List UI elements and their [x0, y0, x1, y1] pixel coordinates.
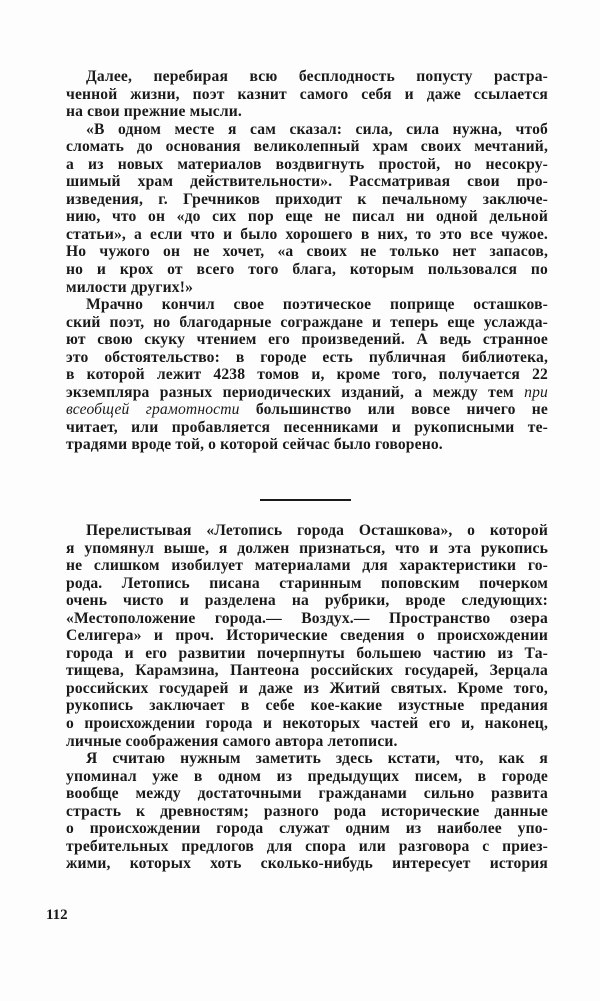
text-line: сломать до основания великолепный храм своих мечтаний, [66, 138, 548, 156]
text-line: милости других!» [66, 278, 194, 296]
text-line: о происхождении города служат одним из наиболее упо- [66, 820, 548, 838]
text-line: ют свою скуку чтением его произведений. А ведь странное [66, 331, 548, 349]
text-line: ченной жизни, поэт казнит самого себя и даже ссылается [66, 85, 548, 103]
text-line: Я считаю нужным заметить здесь кстати, что, как я [86, 750, 548, 768]
italic-segment: всеобщей грамотности [66, 401, 240, 419]
text-line: Перелистывая «Летопись города Осташкова», о которой [86, 522, 548, 539]
text-line: изведения, г. Гречников приходит к печальному заключе- [66, 190, 548, 208]
text-segment: большинство или вовсе ничего не [255, 401, 548, 419]
text-line: читает, или пробавляется песенниками и рукописными те- [66, 418, 548, 436]
text-section-1 [66, 68, 548, 454]
section-separator [260, 499, 351, 501]
text-line: о происхождении города и некоторых частей его и, наконец, [66, 715, 548, 733]
text-line: но и крох от всего того блага, которым пользовался по [66, 261, 548, 279]
text-line: традями вроде той, о которой сейчас было говорено. [66, 436, 443, 454]
text-line: на свои прежние мысли. [66, 103, 242, 121]
text-line: «Местоположение города.— Воздух.— Пространство озера [66, 609, 548, 627]
text-line: города и его развитии почерпнуты большею частию из Та- [66, 644, 548, 662]
text-section-2 [66, 522, 548, 873]
text-line: личные соображения самого автора летописи. [66, 732, 398, 750]
text-line [66, 401, 548, 419]
text-segment: экземпляра разных периодических изданий, а между тем [66, 383, 514, 401]
text-line: а из новых материалов воздвигнуть простой, но несокру- [66, 155, 548, 173]
text-line: шимый храм действительности». Рассматривая свои про- [66, 173, 548, 191]
text-line: «В одном месте я сам сказал: сила, сила нужна, чтоб [86, 120, 548, 138]
text-line: я упомянул выше, я должен признаться, что и эта рукопись [66, 539, 548, 557]
text-line: очень чисто и разделена на рубрики, вроде следующих: [66, 592, 548, 610]
text-line: российских государей и даже из Житий святых. Кроме того, [66, 679, 548, 697]
text-line: не слишком изобилует материалами для характеристики го- [66, 557, 548, 575]
text-line: это обстоятельство: в городе есть публичная библиотека, [66, 348, 548, 366]
text-line: Селигера» и проч. Исторические сведения о происхождении [66, 627, 548, 645]
text-line: рода. Летопись писана старинным поповским почерком [66, 574, 548, 592]
page-number: 112 [46, 907, 68, 923]
text-line: упоминал уже в одном из предыдущих писем, в городе [66, 767, 548, 785]
text-line: нию, что он «до сих пор еще не писал ни одной дельной [66, 208, 548, 226]
text-line: ский поэт, но благодарные сограждане и теперь еще услажда- [66, 313, 548, 331]
text-line: страсть к древностям; разного рода исторические данные [66, 802, 548, 820]
text-line: рукопись заключает в себе кое-какие изустные предания [66, 697, 548, 715]
text-line: жими, которых хоть сколько-нибудь интересует история [66, 855, 548, 873]
italic-segment: при [524, 383, 548, 401]
text-line: требительных предлогов для спора или разговора с приез- [66, 837, 548, 855]
text-line: вообще между достаточными гражданами сильно развита [66, 785, 548, 803]
text-line: Далее, перебирая всю бесплодность попусту растра- [86, 68, 548, 85]
text-line [66, 384, 548, 402]
text-line: Мрачно кончил свое поэтическое поприще осташков- [86, 296, 548, 314]
text-line: Но чужого он не хочет, «а своих не только нет запасов, [66, 243, 548, 261]
text-line: статьи», а если что и было хорошего в них, то это все чужое. [66, 225, 548, 243]
text-line: тищева, Карамзина, Пантеона российских государей, Зерцала [66, 662, 548, 680]
text-line: в которой лежит 4238 томов и, кроме того, получается 22 [66, 366, 548, 384]
